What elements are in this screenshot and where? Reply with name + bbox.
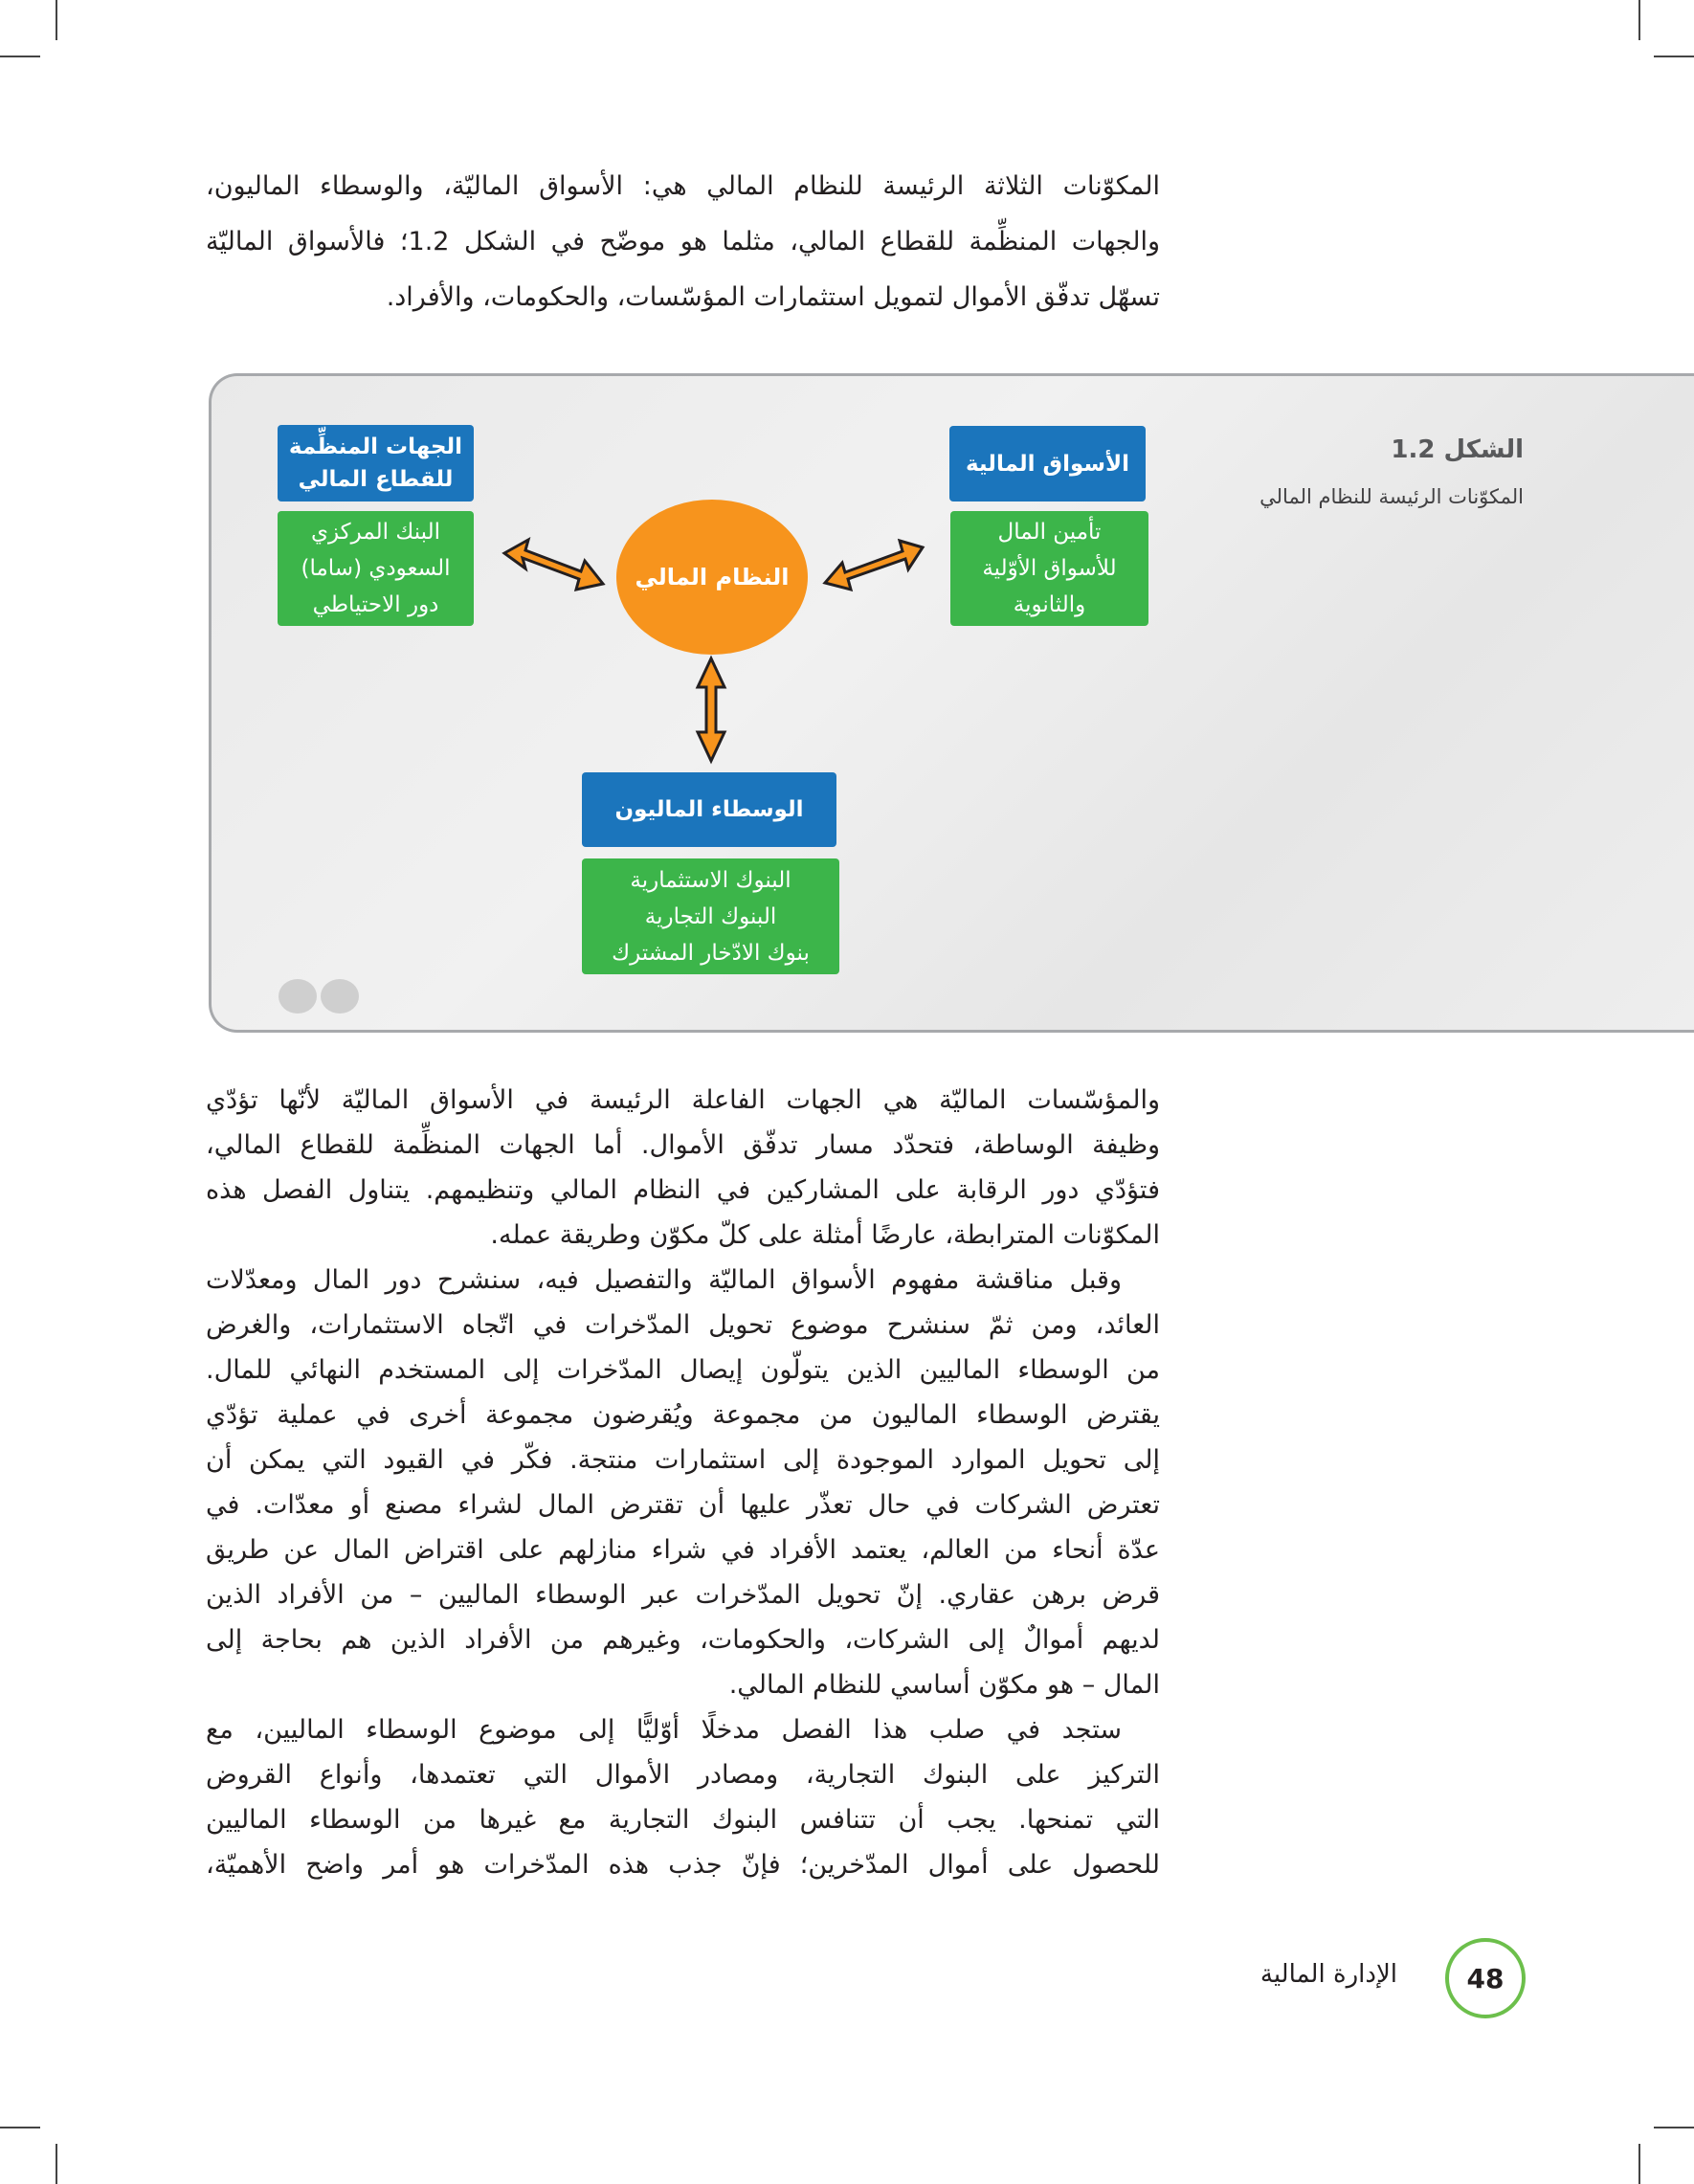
text-line: المكوّنات الثلاثة الرئيسة للنظام المالي هي: الأسواق الماليّة، والوسطاء الماليون، — [206, 171, 1160, 201]
figure-title: الشكل 1.2 — [1391, 435, 1524, 464]
text-line: والجهات المنظِّمة للقطاع المالي، مثلما هو موضّح في الشكل 1.2؛ فالأسواق الماليّة — [206, 227, 1161, 256]
text-line: ستجد في صلب هذا الفصل مدخلًا أوّليًّا إلى موضوع الوسطاء الماليين، مع — [206, 1715, 1122, 1745]
text-line: من الوسطاء الماليين الذين يتولّون إيصال المدّخرات إلى المستخدم النهائي للمال. — [206, 1355, 1160, 1385]
text-line: والمؤسّسات الماليّة هي الجهات الفاعلة الرئيسة في الأسواق الماليّة لأنّها تؤدّي — [206, 1085, 1160, 1115]
book-title: الإدارة المالية — [1259, 1960, 1397, 1989]
crop-mark — [0, 2127, 40, 2128]
intermediaries-item: البنوك الاستثمارية — [630, 867, 791, 893]
text-line: المكوّنات المترابطة، عارضًا أمثلة على كلّ مكوّن وطريقة عمله. — [490, 1220, 1160, 1250]
body-paragraph-3 — [206, 1707, 1160, 1887]
text-line: فتؤدّي دور الرقابة على المشاركين في النظام المالي وتنظيمهم. يتناول الفصل هذه — [206, 1175, 1160, 1205]
text-line: تعترض الشركات في حال تعذّر عليها أن تقترض المال لشراء مصنع أو معدّات. في — [206, 1490, 1160, 1520]
page-number-text: 48 — [1466, 1962, 1505, 1995]
figure-subtitle: المكوّنات الرئيسة للنظام المالي — [1259, 485, 1524, 508]
double-arrow-icon — [825, 541, 923, 590]
text-line: التركيز على البنوك التجارية، ومصادر الأموال التي تعتمدها، وأنواع القروض — [206, 1760, 1160, 1790]
crop-mark — [56, 2144, 57, 2184]
text-line: يقترض الوسطاء الماليون من مجموعة ويُقرضون مجموعة أخرى في عملية تؤدّي — [206, 1400, 1160, 1430]
double-arrow-icon — [504, 540, 603, 590]
body-paragraph-1 — [206, 1078, 1160, 1258]
intermediaries-title: الوسطاء الماليون — [614, 797, 804, 822]
double-arrow-icon — [698, 658, 724, 761]
regulators-title: الجهات المنظِّمة — [288, 435, 463, 459]
center-label: النظام المالي — [635, 564, 790, 591]
crop-mark — [1638, 2144, 1640, 2184]
text-line: تسهّل تدفّق الأموال لتمويل استثمارات المؤسّسات، والحكومات، والأفراد. — [386, 282, 1160, 312]
text-line: وقبل مناقشة مفهوم الأسواق الماليّة والتفصيل فيه، سنشرح دور المال ومعدّلات — [206, 1265, 1122, 1295]
markets-title: الأسواق المالية — [965, 451, 1130, 477]
regulators-title: للقطاع المالي — [298, 467, 454, 492]
body-paragraph-2 — [206, 1258, 1160, 1707]
text-line: المال – هو مكوّن أساسي للنظام المالي. — [728, 1670, 1160, 1700]
text-line: العائد، ومن ثمّ سنشرح موضوع تحويل المدّخرات في اتّجاه الاستثمارات، والغرض — [206, 1310, 1160, 1340]
text-line: قرض برهن عقاري. إنّ تحويل المدّخرات عبر الوسطاء الماليين – من الأفراد الذين — [206, 1580, 1160, 1610]
regulators-item: السعودي (ساما) — [301, 556, 451, 581]
text-line: لديهم أموالٌ إلى الشركات، والحكومات، وغيرهم من الأفراد الذين هم بحاجة إلى — [206, 1625, 1160, 1655]
crop-mark — [1654, 2127, 1694, 2128]
page-number — [1445, 1938, 1526, 2018]
text-line: التي تمنحها. يجب أن تتنافس البنوك التجارية مع غيرها من الوسطاء الماليين — [206, 1805, 1160, 1835]
text-line: وظيفة الوساطة، فتحدّد مسار تدفّق الأموال. أما الجهات المنظِّمة للقطاع المالي، — [206, 1130, 1160, 1160]
regulators-item: البنك المركزي — [310, 520, 440, 545]
markets-item: والثانوية — [1013, 592, 1086, 617]
text-line: عدّة أنحاء من العالم، يعتمد الأفراد في شراء منازلهم على اقتراض المال عن طريق — [206, 1535, 1160, 1565]
text-line: إلى تحويل الموارد الموجودة إلى استثمارات منتجة. فكّر في القيود التي يمكن أن — [206, 1445, 1160, 1475]
intermediaries-item: البنوك التجارية — [644, 903, 777, 929]
markets-item: تأمين المال — [997, 520, 1102, 545]
text-line: للحصول على أموال المدّخرين؛ فإنّ جذب هذه المدّخرات هو أمر واضح الأهميّة، — [206, 1850, 1160, 1880]
markets-item: للأسواق الأوّلية — [982, 556, 1117, 581]
regulators-item: دور الاحتياطي — [312, 592, 439, 617]
intermediaries-item: بنوك الادّخار المشترك — [612, 940, 810, 966]
arrows — [0, 0, 1694, 1053]
